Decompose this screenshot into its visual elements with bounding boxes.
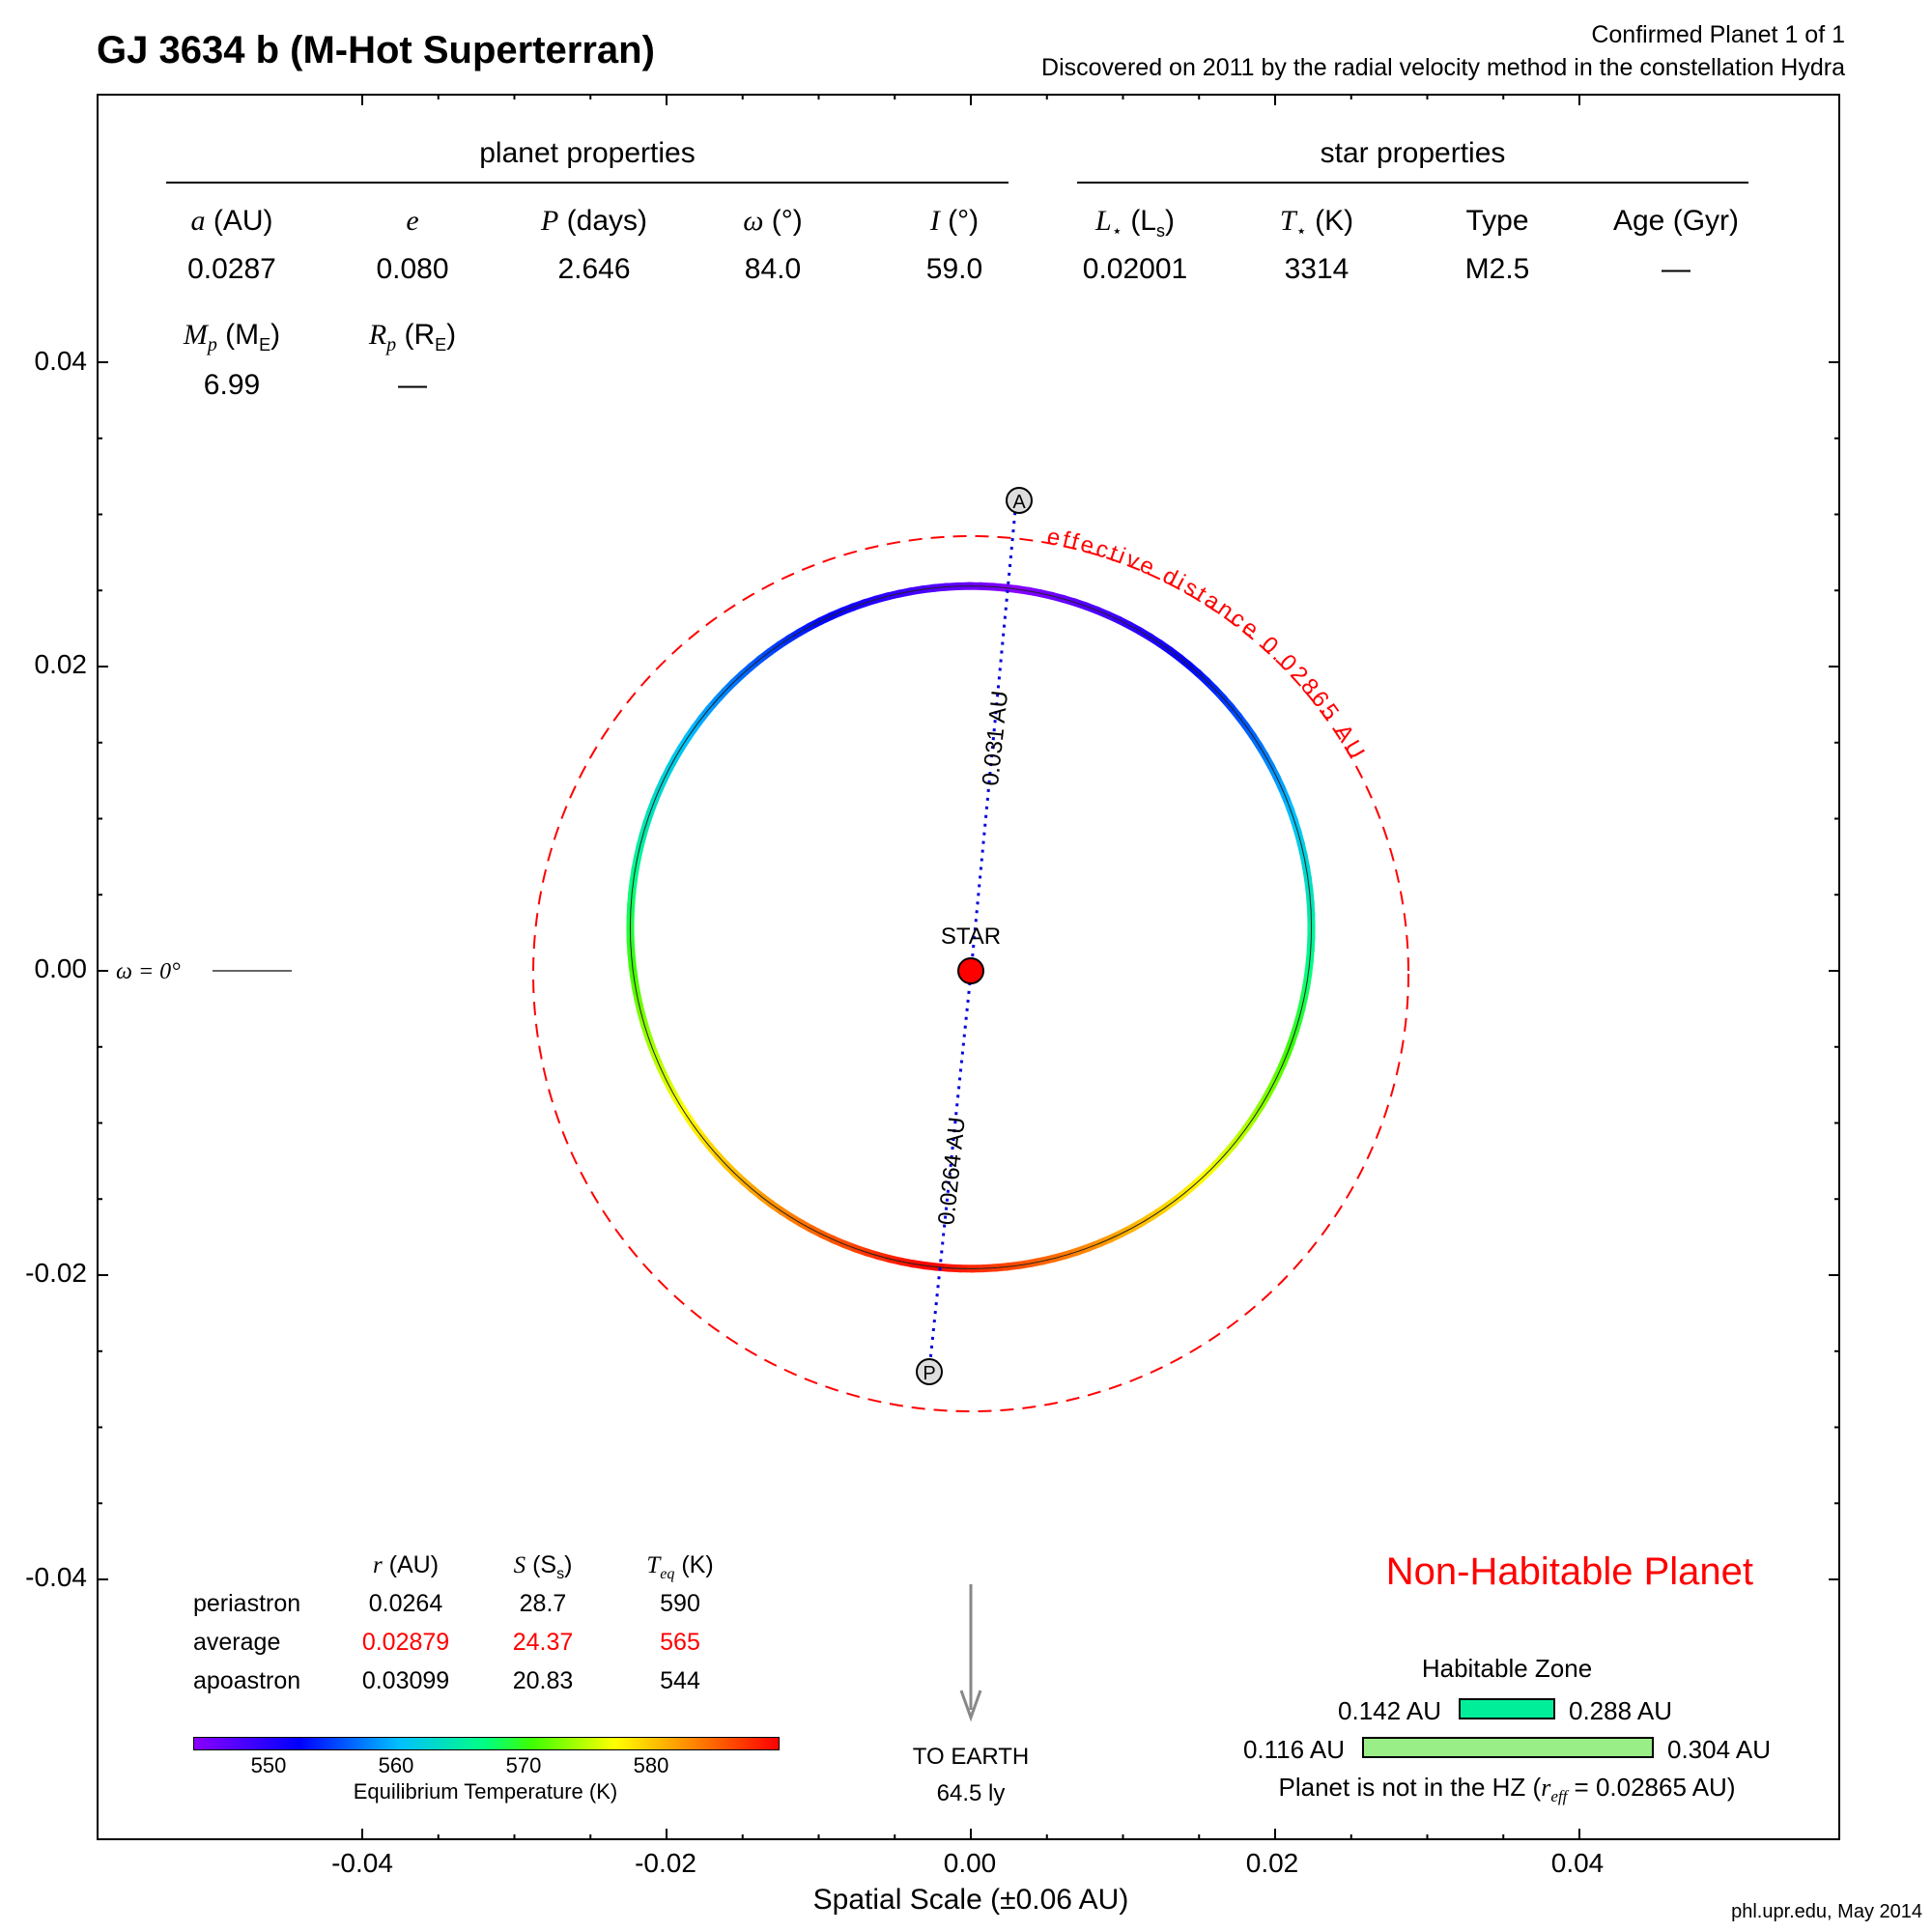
value-omega: 84.0: [744, 253, 802, 285]
col-head-temperature: $T_⋆$ (K): [1279, 205, 1354, 241]
table-row-label: apoastron: [193, 1667, 301, 1694]
hz-note: Planet is not in the HZ ($r_{eff} = 0.02865$ AU): [1278, 1773, 1736, 1806]
table-row-label: periastron: [193, 1590, 301, 1617]
y-tick-label: 0.02: [34, 649, 87, 679]
x-tick-label: -0.04: [331, 1848, 393, 1878]
value-a: 0.0287: [187, 253, 276, 285]
colorbar-tick-label: 560: [378, 1753, 414, 1777]
y-tick-label: 0.00: [34, 953, 87, 983]
periastron-distance-label: 0.0264 AU: [933, 1116, 971, 1227]
colorbar-tick-label: 570: [505, 1753, 542, 1777]
apoastron-marker-label: A: [1012, 492, 1026, 513]
x-axis-label: Spatial Scale (±0.06 AU): [812, 1884, 1129, 1916]
value-i: 59.0: [925, 253, 983, 285]
col-head-age: Age (Gyr): [1612, 205, 1740, 237]
col-head-p: P (days): [540, 205, 648, 237]
y-tick-label: -0.04: [25, 1562, 87, 1592]
page-title: GJ 3634 b (M-Hot Superterran): [97, 29, 655, 71]
hz-inner-bar: [1459, 1698, 1555, 1719]
table-row-label: average: [193, 1629, 281, 1656]
col-head-a: a (AU): [190, 205, 273, 237]
col-head-omega: ω (°): [743, 205, 803, 237]
colorbar-title: Equilibrium Temperature (K): [353, 1779, 618, 1804]
credit: phl.upr.edu, May 2014: [1731, 1901, 1922, 1922]
table-cell: 0.03099: [361, 1667, 450, 1694]
colorbar-tick-label: 580: [633, 1753, 669, 1777]
value-luminosity: 0.02001: [1082, 253, 1188, 285]
hz-inner-max: 0.288 AU: [1569, 1696, 1672, 1725]
habitability-verdict: Non-Habitable Planet: [1385, 1550, 1753, 1593]
value-mp: 6.99: [203, 369, 261, 401]
col-head-e: e: [406, 205, 419, 237]
table-head-t: $T_{eq}$ (K): [646, 1551, 714, 1582]
hz-inner-min: 0.142 AU: [1338, 1696, 1441, 1725]
col-head-i: I (°): [929, 205, 980, 237]
table-cell: 0.02879: [361, 1629, 450, 1656]
table-cell: 28.7: [519, 1590, 567, 1617]
value-e: 0.080: [376, 253, 449, 285]
table-cell: 20.83: [512, 1667, 574, 1694]
value-p: 2.646: [557, 253, 631, 285]
table-cell: 590: [660, 1590, 700, 1617]
hz-outer-max: 0.304 AU: [1667, 1735, 1771, 1764]
x-tick-label: 0.02: [1245, 1848, 1299, 1878]
y-tick-label: 0.04: [34, 346, 87, 376]
table-cell: 565: [660, 1629, 700, 1656]
omega-zero-label: ω = 0°: [116, 959, 181, 984]
x-tick-label: -0.02: [635, 1848, 696, 1878]
value-temperature: 3314: [1284, 253, 1350, 285]
hz-outer-bar: [1362, 1737, 1654, 1758]
table-cell: 0.0264: [368, 1590, 443, 1617]
temperature-colorbar: [193, 1737, 780, 1750]
col-head-type: Type: [1465, 205, 1529, 237]
table-cell: 24.37: [512, 1629, 574, 1656]
effective-distance-label: effective distance 0.02865 AU: [1044, 524, 1372, 766]
hz-title: Habitable Zone: [1421, 1654, 1593, 1683]
table-head-s: S $(S_s)$: [513, 1551, 573, 1582]
table-head-r: r (AU): [372, 1551, 440, 1578]
apoastron-distance-label: 0.031 AU: [977, 689, 1014, 787]
star-label: STAR: [940, 923, 1002, 950]
value-rp: —: [398, 369, 427, 401]
col-head-mp: $M_p$ $(M_E)$: [183, 319, 281, 355]
earth-distance: 64.5 ly: [936, 1780, 1006, 1806]
periastron-marker-label: P: [923, 1363, 936, 1384]
colorbar-tick-label: 550: [250, 1753, 287, 1777]
x-tick-label: 0.04: [1550, 1848, 1605, 1878]
table-cell: 544: [660, 1667, 700, 1694]
y-tick-label: -0.02: [25, 1258, 87, 1288]
hz-outer-min: 0.116 AU: [1242, 1735, 1345, 1764]
star-marker: [958, 958, 983, 983]
star-properties-heading: star properties: [1320, 137, 1506, 169]
planet-count: Confirmed Planet 1 of 1: [1591, 21, 1845, 48]
value-age: —: [1662, 253, 1690, 285]
col-head-luminosity: $L_⋆$ $(L_s)$: [1095, 205, 1175, 241]
to-earth-label: TO EARTH: [912, 1744, 1030, 1770]
value-type: M2.5: [1464, 253, 1530, 285]
col-head-rp: $R_p$ $(R_E)$: [368, 319, 457, 355]
discovery-info: Discovered on 2011 by the radial velocity method in the constellation Hydra: [1041, 54, 1845, 81]
x-tick-label: 0.00: [943, 1848, 997, 1878]
planet-properties-heading: planet properties: [479, 137, 696, 169]
